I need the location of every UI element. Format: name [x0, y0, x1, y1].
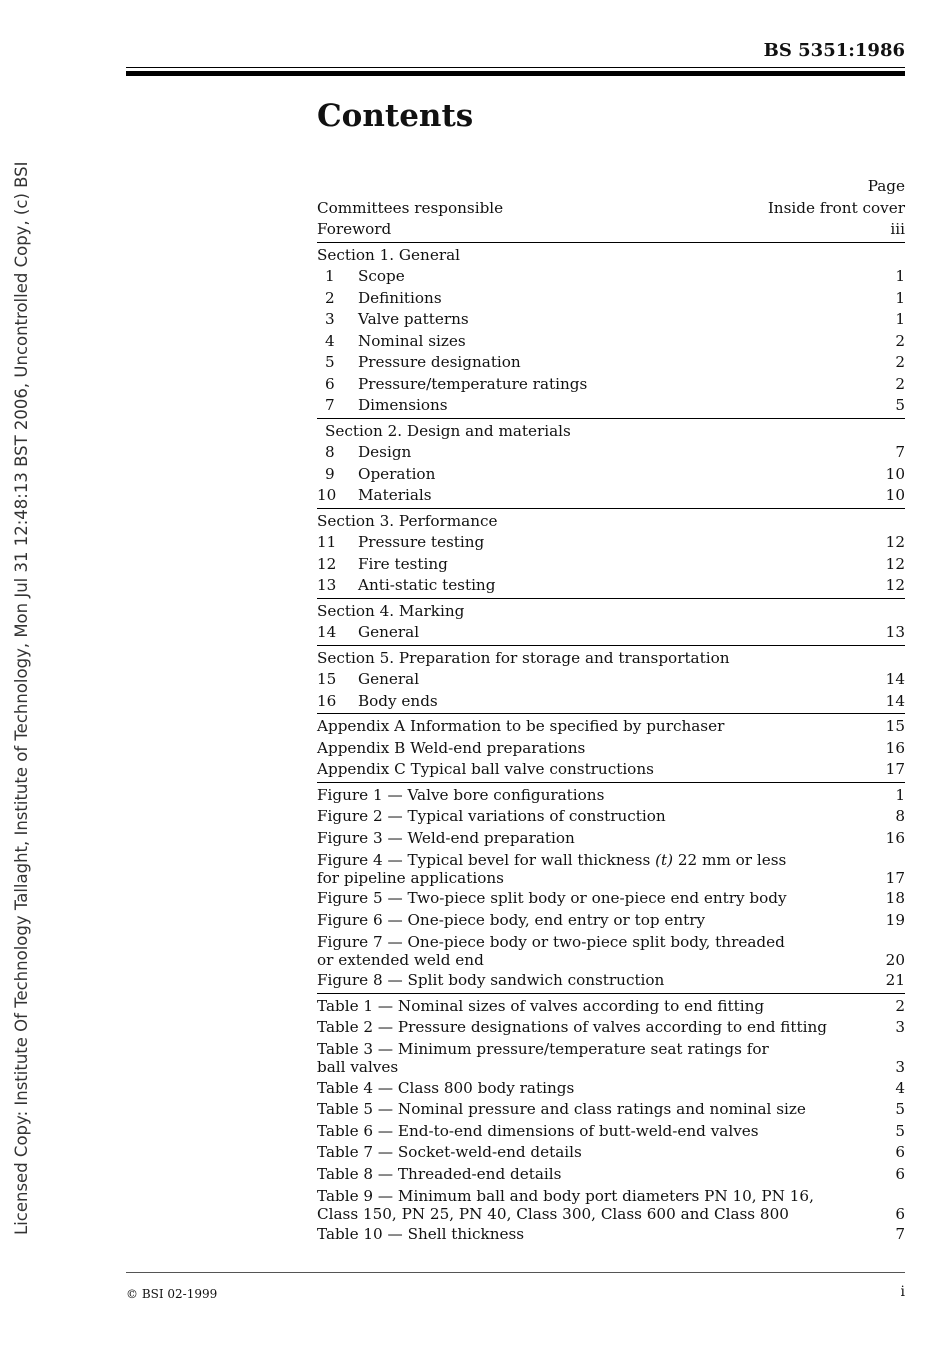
table-entry	[317, 1142, 905, 1164]
clause-entry	[317, 352, 905, 374]
section-heading	[317, 511, 905, 533]
entry-page: 6	[895, 1204, 905, 1223]
entry-label	[317, 1164, 895, 1186]
figure-group	[317, 782, 905, 992]
toc-entry	[317, 219, 905, 241]
clause-number: 13	[317, 576, 337, 594]
clause-entry	[317, 622, 905, 644]
table-entry	[317, 996, 905, 1018]
clause-number: 15	[317, 670, 337, 688]
header-rule-thick	[126, 71, 905, 76]
entry-label	[317, 910, 886, 932]
entry-label	[317, 1187, 895, 1223]
entry-label	[317, 1121, 895, 1143]
figure-entry	[317, 806, 905, 828]
entry-page: 17	[885, 868, 905, 887]
entry-page: 6	[895, 1164, 905, 1183]
clause-page: 12	[885, 533, 905, 551]
clause-page: 10	[885, 464, 905, 483]
clause-number: 2	[325, 288, 335, 307]
clause-label: General	[358, 670, 420, 688]
clause-number: 10	[317, 486, 337, 504]
entry-page: 17	[885, 760, 905, 778]
table-entry	[317, 1164, 905, 1186]
clause-label: Materials	[358, 486, 432, 504]
entry-page: 4	[895, 1078, 905, 1097]
clause-entry	[317, 374, 905, 396]
entry-page: 20	[885, 950, 905, 969]
section-heading	[317, 245, 905, 267]
entry-label: Appendix A Information to be specified by purchaser	[317, 717, 725, 735]
document-id: BS 5351:1986	[763, 40, 905, 61]
entry-label: Foreword	[317, 220, 392, 238]
clause-entry	[317, 485, 905, 507]
page-title: Contents	[317, 98, 474, 134]
clause-entry	[317, 669, 905, 691]
entry-label	[317, 828, 886, 850]
figure-entry	[317, 785, 905, 807]
figure-entry	[317, 931, 905, 970]
appendix-entry	[317, 716, 905, 738]
section-group	[317, 418, 905, 507]
header-rule-thin	[126, 67, 905, 68]
entry-label	[317, 1142, 895, 1164]
clause-entry	[317, 395, 905, 417]
section-title: Section 4. Marking	[317, 601, 465, 620]
entry-page: 2	[895, 996, 905, 1015]
clause-label: Anti-static testing	[358, 576, 496, 594]
entry-label	[317, 970, 886, 992]
clause-page: 2	[895, 353, 905, 371]
entry-label-line: Table 2 — Pressure designations of valves according to end fitting	[317, 1018, 827, 1036]
table-group	[317, 993, 905, 1246]
clause-number: 3	[325, 310, 335, 328]
clause-page: 1	[895, 310, 905, 328]
clause-label: Pressure designation	[358, 353, 521, 371]
clause-number: 16	[317, 691, 337, 710]
appendix-group	[317, 713, 905, 781]
entry-label-line: Figure 6 — One-piece body, end entry or top entry	[317, 910, 706, 929]
clause-page: 14	[885, 691, 905, 710]
figure-entry	[317, 888, 905, 910]
clause-page: 2	[895, 331, 905, 350]
toc-entry	[317, 198, 905, 220]
entry-label	[317, 996, 895, 1018]
clause-number: 1	[325, 267, 335, 285]
entry-page: Inside front cover	[767, 198, 905, 217]
entry-page: 21	[885, 971, 905, 989]
clause-page: 7	[895, 443, 905, 461]
entry-label-line: Figure 1 — Valve bore configurations	[317, 785, 605, 804]
clause-page: 13	[885, 623, 905, 641]
clause-number: 12	[317, 554, 337, 573]
clause-label: Definitions	[358, 288, 442, 307]
entry-label: Appendix B Weld-end preparations	[317, 738, 586, 757]
entry-label-line: Table 9 — Minimum ball and body port diameters PN 10, PN 16,	[317, 1186, 814, 1205]
entry-page: 5	[895, 1121, 905, 1140]
page-number: i	[900, 1284, 905, 1300]
clause-entry	[317, 691, 905, 713]
table-entry	[317, 1121, 905, 1143]
section-group	[317, 242, 905, 417]
clause-number: 14	[317, 623, 337, 641]
entry-page: 15	[885, 717, 905, 735]
clause-entry	[317, 288, 905, 310]
footer-rule	[126, 1272, 905, 1273]
entry-label-line: Table 5 — Nominal pressure and class ratings and nominal size	[317, 1100, 806, 1118]
table-entry	[317, 1039, 905, 1078]
clause-label: Dimensions	[358, 396, 448, 414]
section-heading	[317, 648, 905, 670]
clause-entry	[317, 266, 905, 288]
entry-label-line: Table 10 — Shell thickness	[317, 1225, 525, 1243]
entry-label-line: Figure 5 — Two-piece split body or one-piece end entry body	[317, 889, 787, 907]
entry-page: 5	[895, 1100, 905, 1118]
clause-page: 5	[895, 396, 905, 414]
entry-label-line: Table 4 — Class 800 body ratings	[317, 1078, 575, 1097]
clause-label: Body ends	[358, 691, 438, 710]
entry-label-line: Figure 3 — Weld-end preparation	[317, 828, 575, 847]
entry-page: 3	[895, 1018, 905, 1036]
table-entry	[317, 1017, 905, 1039]
entry-label-line: Table 8 — Threaded-end details	[317, 1164, 562, 1183]
entry-label	[317, 785, 895, 807]
copyright-notice: © BSI 02-1999	[126, 1287, 218, 1301]
section-title: Section 1. General	[317, 245, 460, 264]
table-of-contents	[317, 176, 905, 1246]
clause-label: Valve patterns	[358, 310, 469, 328]
clause-label: Pressure/temperature ratings	[358, 374, 588, 393]
entry-label	[317, 806, 895, 828]
table-entry	[317, 1224, 905, 1246]
clause-entry	[317, 532, 905, 554]
clause-entry	[317, 464, 905, 486]
entry-label-line: Figure 4 — Typical bevel for wall thickness (t) 22 mm or less	[317, 850, 787, 869]
clause-page: 10	[885, 486, 905, 504]
clause-page: 1	[895, 267, 905, 285]
section-title: Section 3. Performance	[317, 511, 498, 530]
section-title: Section 5. Preparation for storage and transportation	[317, 648, 730, 667]
entry-label	[317, 888, 886, 910]
entry-label	[317, 1078, 895, 1100]
clause-page: 2	[895, 374, 905, 393]
clause-number: 11	[317, 533, 337, 551]
figure-entry	[317, 970, 905, 992]
entry-label: Appendix C Typical ball valve constructions	[317, 760, 654, 778]
clause-page: 1	[895, 288, 905, 307]
section-title: Section 2. Design and materials	[325, 421, 571, 440]
entry-page: 16	[885, 828, 905, 847]
entry-page: 18	[885, 889, 905, 907]
table-entry	[317, 1185, 905, 1224]
table-entry	[317, 1078, 905, 1100]
clause-label: General	[358, 623, 420, 641]
clause-entry	[317, 331, 905, 353]
clause-entry	[317, 442, 905, 464]
clause-page: 12	[885, 576, 905, 594]
entry-label	[317, 1017, 895, 1039]
clause-number: 8	[325, 443, 335, 461]
section-heading	[317, 421, 905, 443]
entry-label-line: ball valves	[317, 1058, 399, 1076]
clause-number: 5	[325, 353, 335, 371]
entry-page: 16	[885, 738, 905, 757]
entry-label	[317, 933, 886, 969]
clause-label: Nominal sizes	[358, 331, 466, 350]
page-column-header	[317, 176, 905, 198]
entry-label	[317, 851, 886, 887]
license-text: Licensed Copy: Institute Of Technology Tallaght, Institute of Technology, Mon Jul 31 12:48:13 BST 2006, Uncontrolled Copy, (c) BSI	[12, 161, 31, 1235]
entry-label-line: or extended weld end	[317, 950, 484, 969]
entry-page: 3	[895, 1058, 905, 1076]
entry-label-line: Class 150, PN 25, PN 40, Class 300, Class 600 and Class 800	[317, 1204, 789, 1223]
entry-label-line: for pipeline applications	[317, 868, 504, 887]
entry-page: 6	[895, 1143, 905, 1161]
clause-label: Design	[358, 443, 412, 461]
clause-entry	[317, 309, 905, 331]
entry-label	[317, 1040, 895, 1076]
section-group	[317, 508, 905, 597]
entry-label-line: Table 1 — Nominal sizes of valves according to end fitting	[317, 996, 765, 1015]
section-group	[317, 645, 905, 713]
entry-label	[317, 1099, 895, 1121]
appendix-entry	[317, 759, 905, 781]
entry-label-line: Figure 2 — Typical variations of construction	[317, 807, 666, 825]
entry-label	[317, 1224, 895, 1246]
clause-number: 9	[325, 464, 335, 483]
front-matter-group	[317, 198, 905, 241]
entry-page: 8	[895, 807, 905, 825]
clause-label: Fire testing	[358, 554, 448, 573]
entry-label-line: Figure 8 — Split body sandwich construction	[317, 971, 665, 989]
entry-page: 7	[895, 1225, 905, 1243]
entry-page: 1	[895, 785, 905, 804]
clause-label: Scope	[358, 267, 405, 285]
page-column-label: Page	[867, 177, 905, 195]
clause-label: Operation	[358, 464, 436, 483]
clause-number: 6	[325, 374, 335, 393]
entry-label-line: Table 7 — Socket-weld-end details	[317, 1143, 582, 1161]
section-group	[317, 598, 905, 644]
clause-entry	[317, 575, 905, 597]
clause-page: 12	[885, 554, 905, 573]
appendix-entry	[317, 738, 905, 760]
clause-entry	[317, 554, 905, 576]
entry-page: 19	[885, 910, 905, 929]
entry-label-line: Figure 7 — One-piece body or two-piece split body, threaded	[317, 932, 785, 951]
section-heading	[317, 601, 905, 623]
entry-label: Committees responsible	[317, 198, 504, 217]
clause-number: 7	[325, 396, 335, 414]
license-watermark	[8, 100, 34, 1240]
figure-entry	[317, 910, 905, 932]
figure-entry	[317, 849, 905, 888]
entry-label-line: Table 3 — Minimum pressure/temperature seat ratings for	[317, 1040, 769, 1058]
clause-number: 4	[325, 331, 335, 350]
table-entry	[317, 1099, 905, 1121]
clause-label: Pressure testing	[358, 533, 485, 551]
clause-page: 14	[885, 670, 905, 688]
entry-label-line: Table 6 — End-to-end dimensions of butt-weld-end valves	[317, 1121, 759, 1140]
figure-entry	[317, 828, 905, 850]
entry-page: iii	[890, 220, 905, 238]
